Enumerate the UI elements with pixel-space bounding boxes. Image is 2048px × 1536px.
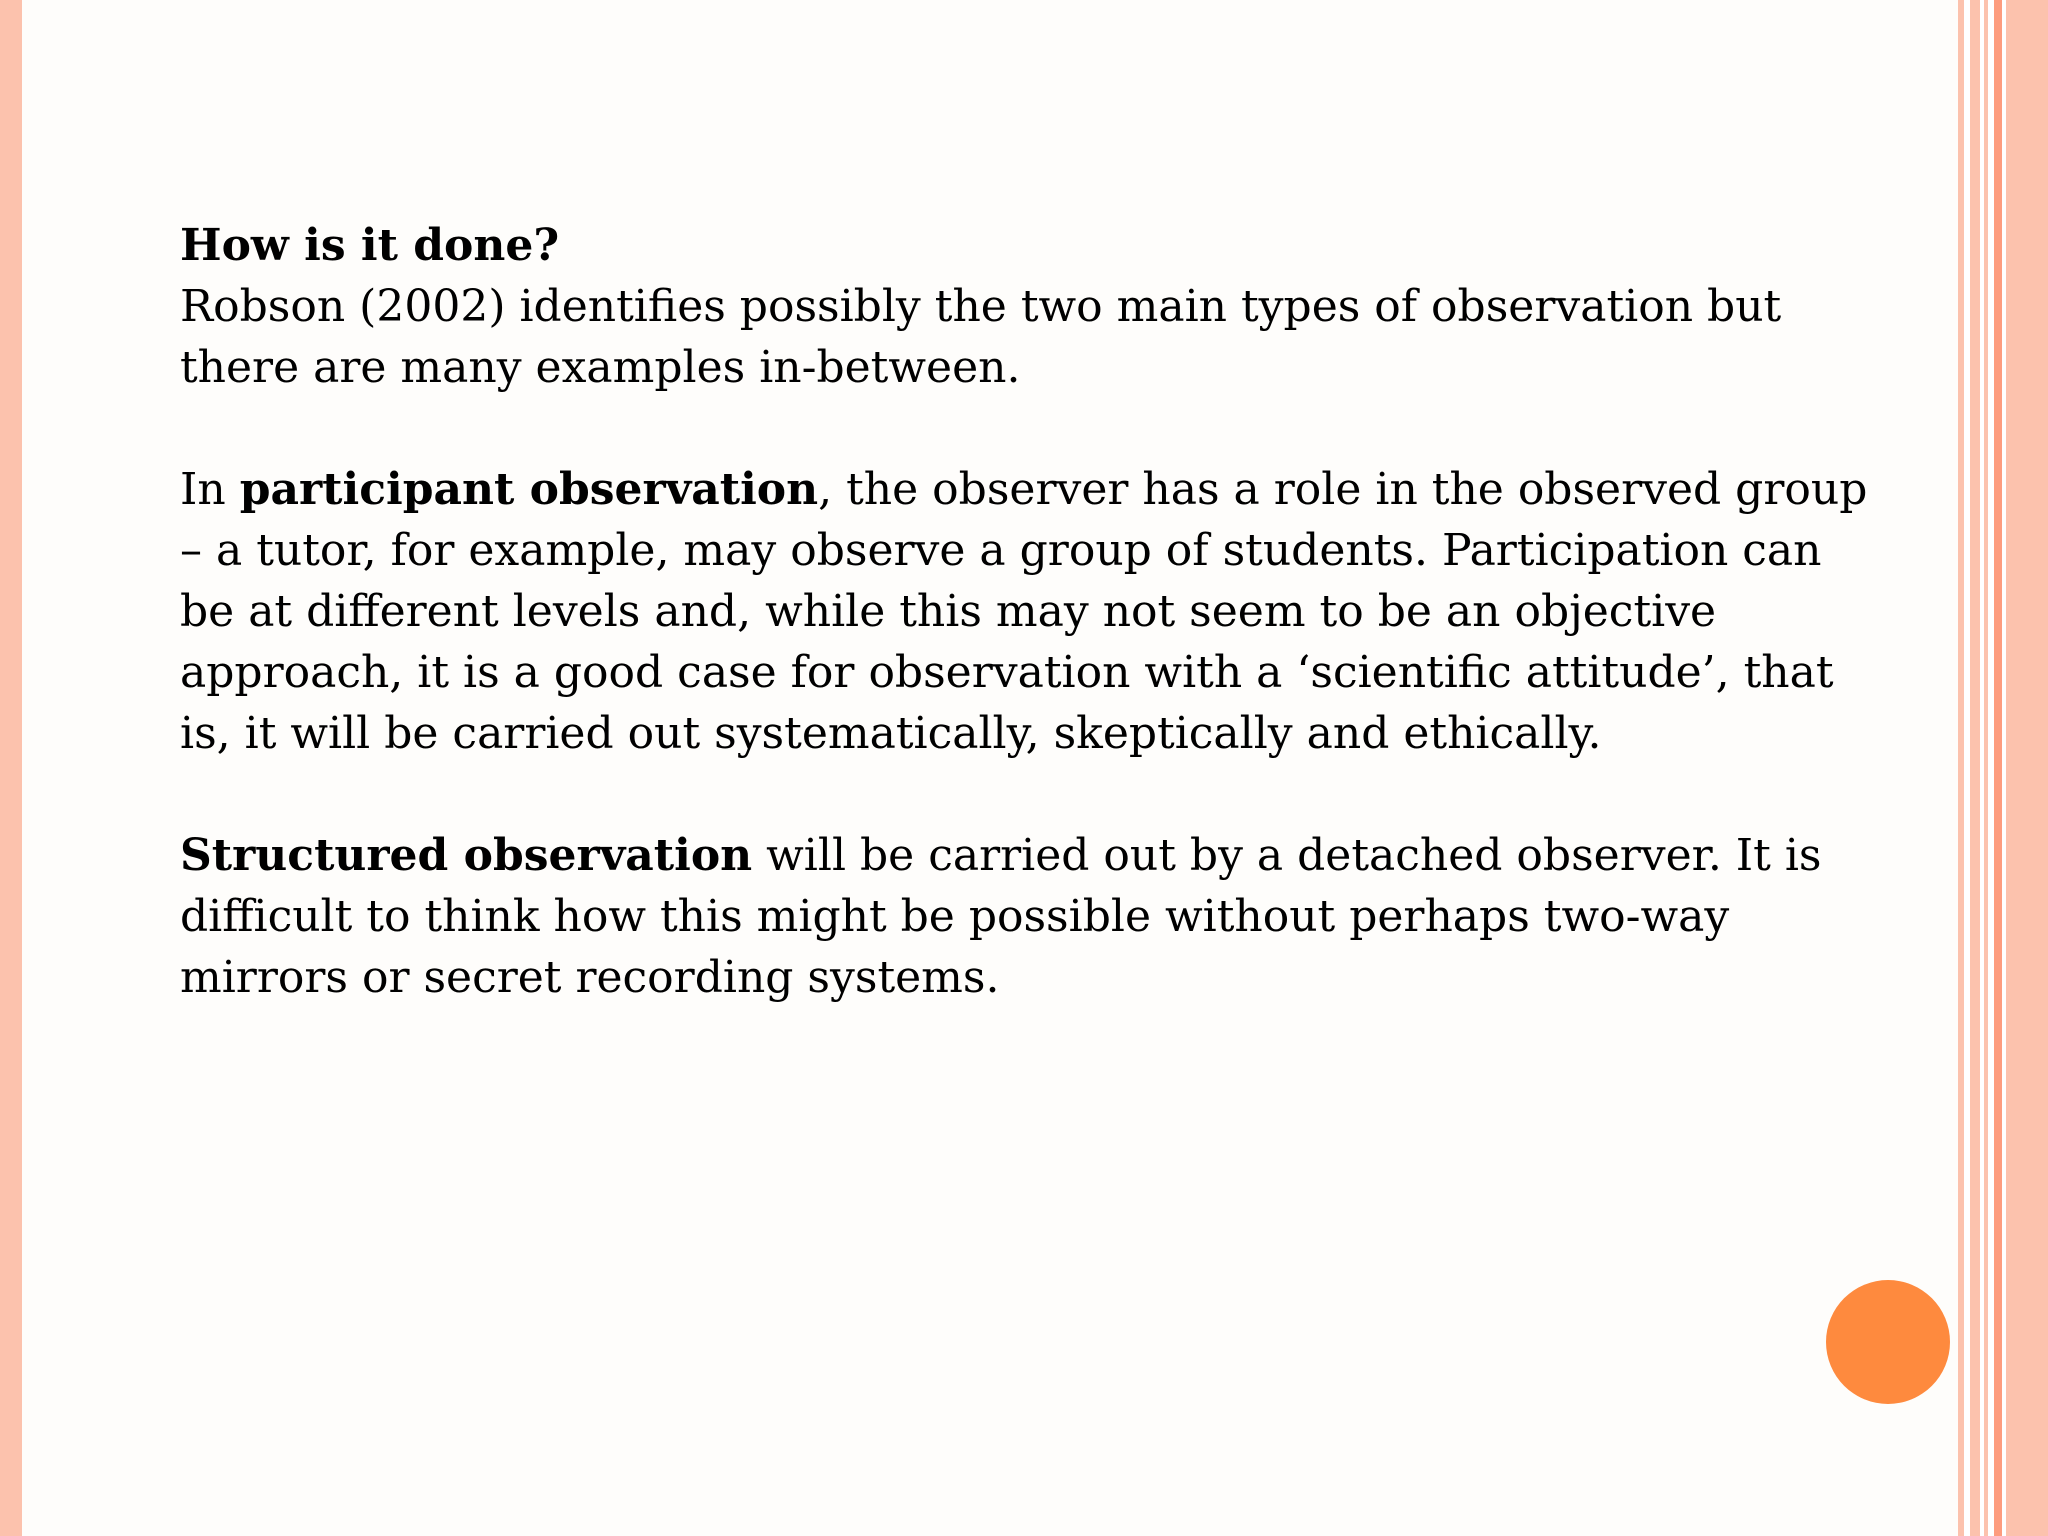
participant-observation-paragraph bbox=[180, 459, 1880, 764]
structured-observation-text: will be carried out by a detached observer. It is difficult to think how this might be possible without perhaps two-way mirrors or secret recording systems. bbox=[180, 830, 1822, 1003]
participant-observation-text: , the observer has a role in the observed group – a tutor, for example, may observe a group of students. Participation can be at different levels and, while this may not seem to be an objective approach, it is a good case for observation with a ‘scientific attitude’, that is, it will be carried out systematically, skeptically and ethically. bbox=[180, 464, 1868, 759]
orange-circle-decoration bbox=[1826, 1280, 1950, 1404]
right-border-stripe bbox=[2006, 0, 2048, 1536]
paragraph-spacer bbox=[180, 398, 1880, 459]
right-border-accent-stripe bbox=[1994, 0, 2002, 1536]
paragraph-spacer bbox=[180, 764, 1880, 825]
slide-heading: How is it done? bbox=[180, 220, 560, 271]
structured-observation-paragraph bbox=[180, 825, 1880, 1008]
paragraph-lead: In bbox=[180, 464, 240, 515]
slide-body bbox=[180, 215, 1880, 1008]
intro-paragraph: Robson (2002) identifies possibly the two main types of observation but there are many examples in-between. bbox=[180, 281, 1782, 393]
left-border-stripe bbox=[0, 0, 22, 1536]
right-border-stripe bbox=[1970, 0, 1980, 1536]
participant-observation-term: participant observation bbox=[239, 464, 819, 515]
structured-observation-term: Structured observation bbox=[180, 830, 753, 881]
